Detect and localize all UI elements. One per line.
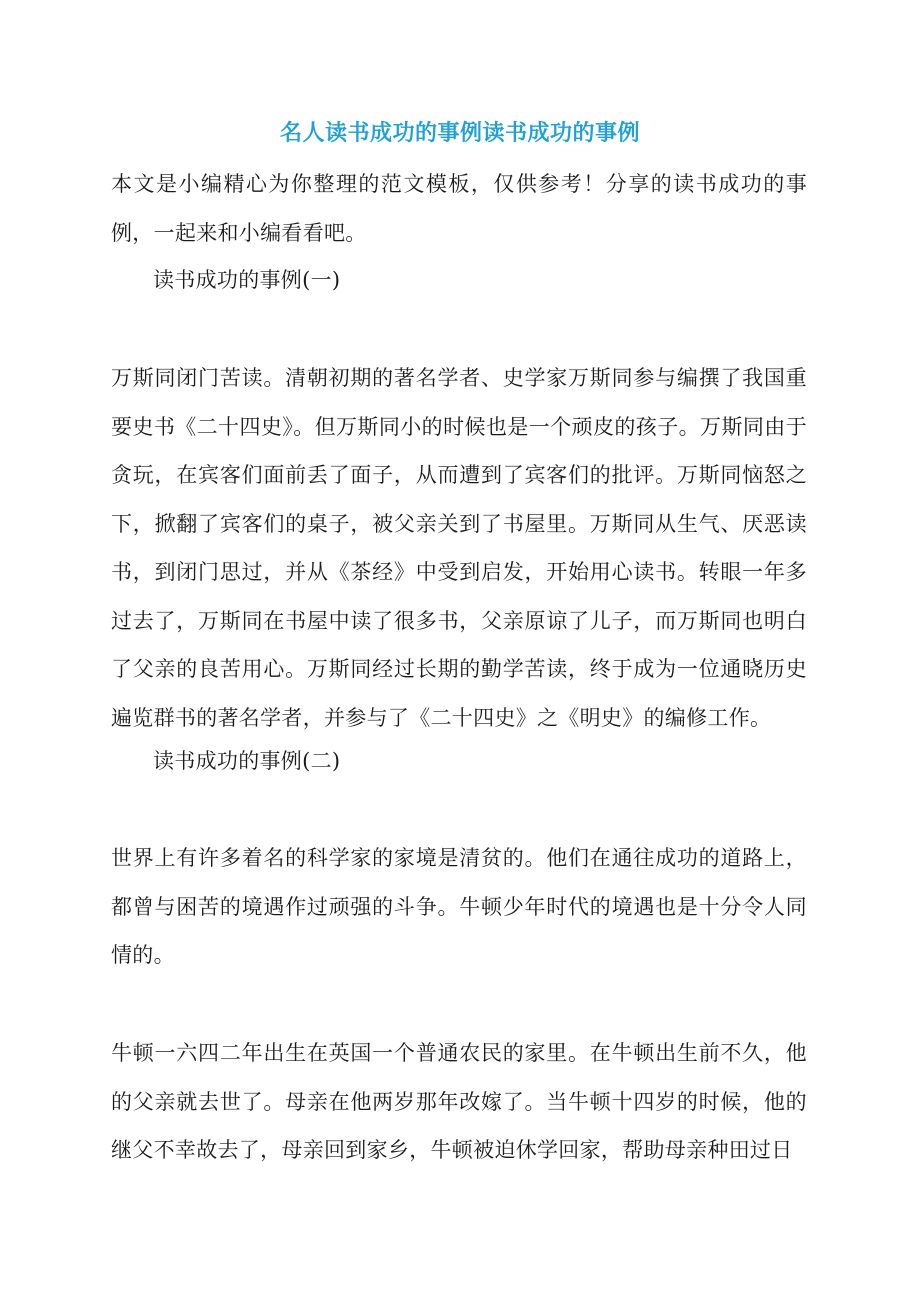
document-title: 名人读书成功的事例读书成功的事例 <box>279 120 640 146</box>
section-1-paragraph-1: 万斯同闭门苦读。清朝初期的著名学者、史学家万斯同参与编撰了我国重要史书《二十四史》。但万斯同小的时候也是一个顽皮的孩子。万斯同由于贪玩，在宾客们面前丢了面子，从而遭到了宾客们的批评。万斯同恼怒之下，掀翻了宾客们的桌子，被父亲关到了书屋里。万斯同从生气、厌恶读书，到闭门思过，并从《茶经》中受到启发，开始用心读书。转眼一年多过去了，万斯同在书屋中读了很多书，父亲原谅了儿子，而万斯同也明白了父亲的良苦用心。万斯同经过长期的勤学苦读，终于成为一位通晓历史遍览群书的著名学者，并参与了《二十四史》之《明史》的编修工作。 <box>111 366 807 730</box>
section-2-paragraph-1: 世界上有许多着名的科学家的家境是清贫的。他们在通往成功的道路上，都曾与困苦的境遇作过顽强的斗争。牛顿少年时代的境遇也是十分令人同情的。 <box>111 846 807 967</box>
section-heading-2: 读书成功的事例(二) <box>153 749 341 773</box>
section-2-paragraph-2: 牛顿一六四二年出生在英国一个普通农民的家里。在牛顿出生前不久，他的父亲就去世了。母亲在他两岁那年改嫁了。当牛顿十四岁的时候，他的继父不幸故去了，母亲回到家乡，牛顿被迫休学回家，帮助母亲种田过日 <box>111 1041 807 1162</box>
intro-paragraph: 本文是小编精心为你整理的范文模板，仅供参考！分享的读书成功的事例，一起来和小编看看吧。 <box>111 172 807 245</box>
section-heading-1: 读书成功的事例(一) <box>153 268 341 292</box>
